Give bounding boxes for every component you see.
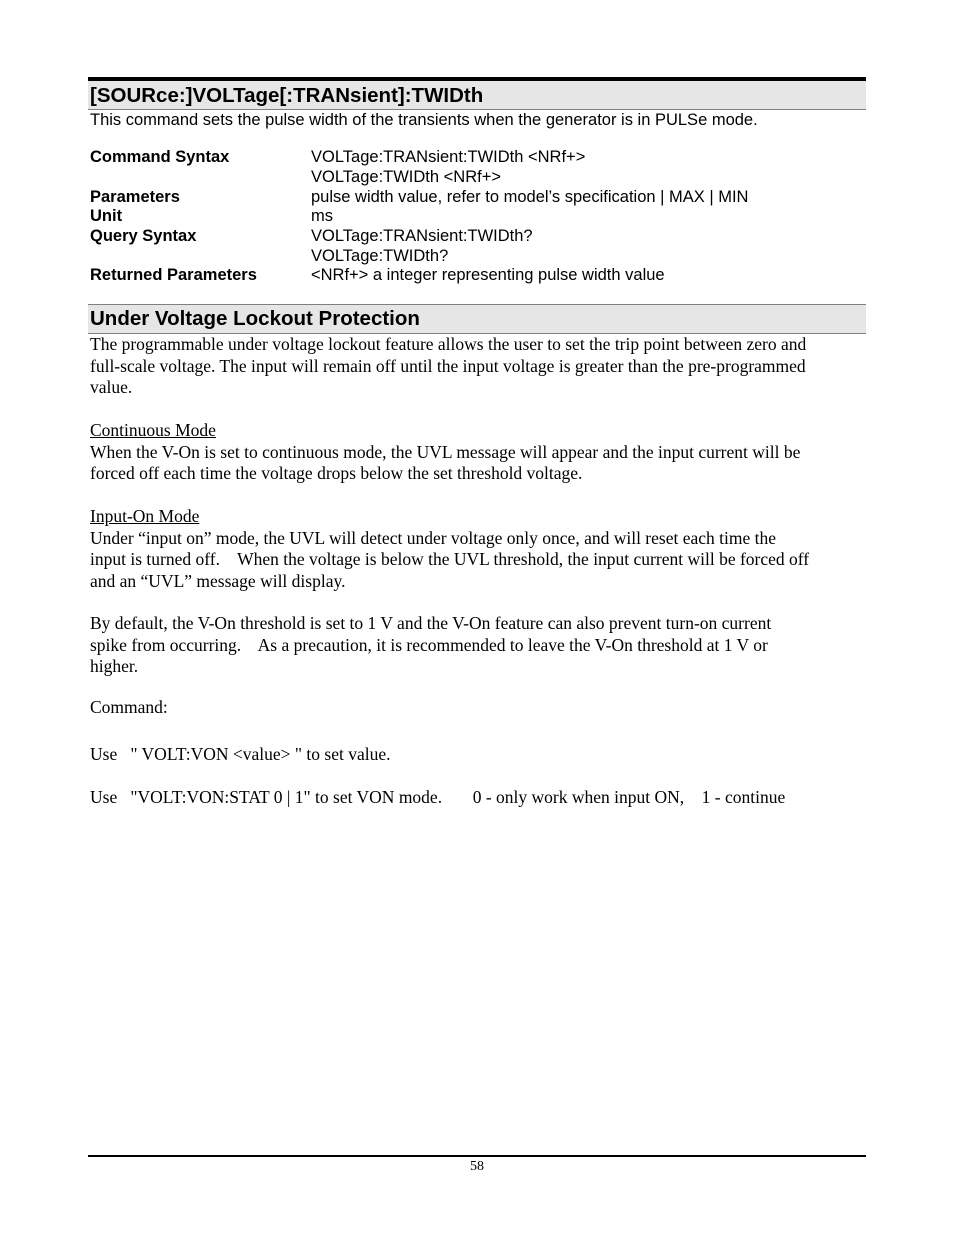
page-number: 58 <box>470 1159 484 1174</box>
twidth-description: This command sets the pulse width of the transients when the generator is in PULSe mode. <box>90 111 758 129</box>
uvl-intro-line: The programmable under voltage lockout feature allows the user to set the trip point between zero and <box>90 334 807 354</box>
input-on-mode-line: Under “input on” mode, the UVL will detect under voltage only once, and will reset each time the <box>90 527 777 548</box>
query-syntax-label: Query Syntax <box>90 227 197 245</box>
footer-divider <box>88 1155 866 1157</box>
parameters-value: pulse width value, refer to model’s specification | MAX | MIN <box>311 188 749 206</box>
default-threshold-paragraph <box>90 613 865 678</box>
command-syntax-value-1: VOLTage:TRANsient:TWIDth <NRf+> <box>311 148 586 166</box>
command-syntax-value-2: VOLTage:TWIDth <NRf+> <box>311 168 501 186</box>
continuous-mode-heading: Continuous Mode <box>90 420 216 440</box>
section-heading-uvl: Under Voltage Lockout Protection <box>88 304 866 334</box>
use-volt-von-stat-line: Use "VOLT:VON:STAT 0 | 1" to set VON mode. 0 - only work when input ON, 1 - continue <box>90 787 786 807</box>
command-syntax-label: Command Syntax <box>90 148 230 166</box>
returned-parameters-label: Returned Parameters <box>90 266 257 284</box>
unit-value: ms <box>311 207 333 225</box>
default-threshold-line: higher. <box>90 656 139 676</box>
use-volt-von-line: Use " VOLT:VON <value> " to set value. <box>90 744 391 764</box>
section-heading-twidth: [SOURce:]VOLTage[:TRANsient]:TWIDth <box>88 77 866 110</box>
input-on-mode-heading: Input-On Mode <box>90 506 200 526</box>
query-syntax-value-2: VOLTage:TWIDth? <box>311 247 449 265</box>
uvl-intro-line: value. <box>90 377 133 397</box>
default-threshold-line: By default, the V-On threshold is set to 1 V and the V-On feature can also prevent turn-on current <box>90 613 772 633</box>
uvl-intro-line: full-scale voltage. The input will remain off until the input voltage is greater than the pre-programmed <box>90 355 806 376</box>
input-on-mode-block <box>90 506 865 592</box>
input-on-mode-line: input is turned off. When the voltage is below the UVL threshold, the input current will be forced off <box>90 549 810 569</box>
input-on-mode-line: and an “UVL” message will display. <box>90 570 346 591</box>
continuous-mode-line: When the V-On is set to continuous mode, the UVL message will appear and the input current will be <box>90 441 801 462</box>
unit-label: Unit <box>90 207 123 225</box>
returned-parameters-value: <NRf+> a integer representing pulse width value <box>311 266 665 284</box>
query-syntax-value-1: VOLTage:TRANsient:TWIDth? <box>311 227 533 245</box>
parameters-label: Parameters <box>90 188 180 206</box>
continuous-mode-line: forced off each time the voltage drops below the set threshold voltage. <box>90 463 583 483</box>
command-heading: Command: <box>90 697 168 717</box>
uvl-intro-paragraph <box>90 334 865 399</box>
continuous-mode-block <box>90 420 865 485</box>
default-threshold-line: spike from occurring. As a precaution, it is recommended to leave the V-On threshold at 1 V or <box>90 634 768 655</box>
